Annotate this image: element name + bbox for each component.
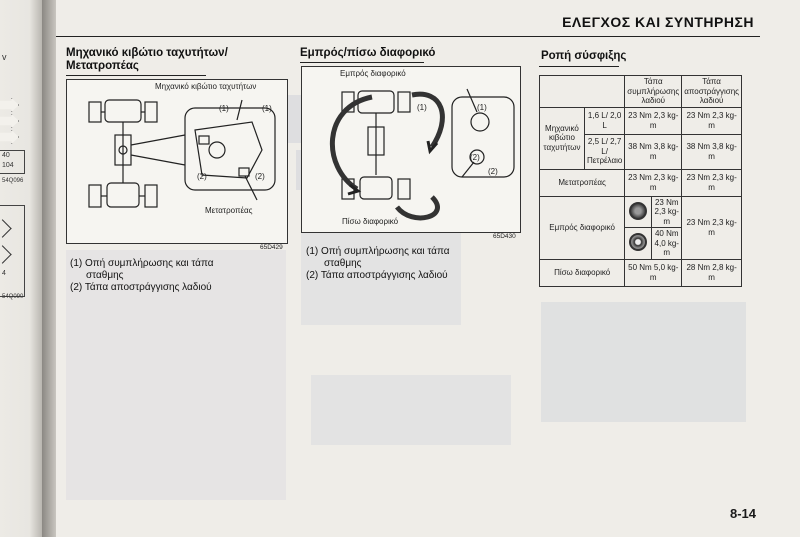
transmission-caption-1: (1) Οπή συμπλήρωσης και τάπα — [70, 258, 214, 269]
transmission-caption-1b: σταθμης — [86, 270, 124, 281]
differential-figure — [301, 66, 521, 233]
plug-icon-cell — [625, 228, 652, 260]
differential-figure-label-bottom: Πίσω διαφορικό — [342, 217, 399, 226]
table-header-drain: Τάπα αποστράγγισης λαδιού — [682, 76, 742, 108]
torque-title: Ροπή σύσφιξης — [541, 50, 627, 62]
bleed-through — [541, 302, 746, 422]
row-rear-label: Πίσω διαφορικό — [540, 259, 625, 286]
arrow-right-icon — [0, 130, 19, 144]
page-number: 8-14 — [729, 506, 756, 521]
row-rear-drain: 28 Nm 2,8 kg-m — [682, 259, 742, 286]
callout-2: (2) — [488, 167, 498, 176]
callout-1: (1) — [262, 104, 272, 113]
differential-title-rule — [300, 62, 424, 63]
left-page-value-bottom: 104 — [2, 162, 14, 169]
bleed-through — [311, 375, 511, 445]
callout-2: (2) — [197, 172, 207, 181]
book-gutter — [42, 0, 56, 537]
plug-icon-cell — [625, 196, 652, 228]
arrow-right-icon — [0, 114, 19, 128]
differential-figure-label-top: Εμπρός διαφορικό — [340, 69, 406, 78]
row-manual-label: Μηχανικό κιβώτιο ταχυτήτων — [540, 107, 585, 169]
bolt-plug-icon — [629, 202, 647, 220]
transmission-figure-label-top: Μηχανικό κιβώτιο ταχυτήτων — [155, 82, 257, 91]
differential-illustration — [302, 67, 520, 232]
differential-caption-1: (1) Οπή συμπλήρωσης και τάπα — [306, 246, 450, 257]
differential-title: Εμπρός/πίσω διαφορικό — [300, 47, 436, 59]
callout-1: (1) — [477, 103, 487, 112]
row-rear-filler: 50 Nm 5,0 kg-m — [625, 259, 682, 286]
arrow-right-icon — [0, 98, 19, 112]
row-front-filler-a: 23 Nm 2,3 kg-m — [652, 196, 682, 228]
table-row — [540, 169, 742, 196]
torque-table — [539, 75, 742, 287]
header-title: ΕΛΕΓΧΟΣ ΚΑΙ ΣΥΝΤΗΡΗΣΗ — [562, 14, 754, 30]
row-manual-sub2: 2,5 L/ 2,7 L/ Πετρέλαιο — [584, 134, 624, 169]
table-row — [540, 196, 742, 228]
transmission-figure — [66, 79, 288, 244]
left-page-letter: v — [2, 52, 7, 62]
header-rule — [56, 36, 760, 37]
differential-caption-1b: σταθμης — [324, 258, 362, 269]
left-page-small-num: 4 — [2, 270, 6, 277]
ring-plug-icon — [629, 233, 647, 251]
differential-figure-code: 65D430 — [493, 233, 516, 240]
table-row — [540, 76, 742, 108]
row-front-label: Εμπρός διαφορικό — [540, 196, 625, 259]
manual-page — [56, 0, 800, 537]
callout-1: (1) — [417, 103, 427, 112]
transmission-title-line1: Μηχανικό κιβώτιο ταχυτήτων/ — [66, 47, 228, 59]
row-converter-drain: 23 Nm 2,3 kg-m — [682, 169, 742, 196]
row-manual-sub2-filler: 38 Nm 3,8 kg-m — [625, 134, 682, 169]
left-page-strip — [0, 0, 42, 537]
row-manual-sub1: 1,6 L/ 2,0 L — [584, 107, 624, 134]
callout-2: (2) — [470, 153, 480, 162]
transmission-figure-label-bottom: Μετατροπέας — [205, 206, 253, 215]
table-header-empty — [540, 76, 625, 108]
left-page-code: 54Q090 — [2, 294, 24, 300]
row-front-drain: 23 Nm 2,3 kg-m — [682, 196, 742, 259]
transmission-title-rule — [66, 75, 206, 76]
row-converter-label: Μετατροπέας — [540, 169, 625, 196]
torque-title-rule — [539, 66, 619, 67]
drivetrain-illustration — [67, 80, 287, 243]
row-converter-filler: 23 Nm 2,3 kg-m — [625, 169, 682, 196]
callout-1: (1) — [219, 104, 229, 113]
differential-caption-2: (2) Τάπα αποστράγγισης λαδιού — [306, 270, 448, 281]
row-manual-sub1-drain: 23 Nm 2,3 kg-m — [682, 107, 742, 134]
transmission-caption-2: (2) Τάπα αποστράγγισης λαδιού — [70, 282, 212, 293]
transmission-figure-code: 65D429 — [260, 244, 283, 251]
transmission-title-line2: Μετατροπέας — [66, 60, 139, 72]
table-row — [540, 259, 742, 286]
callout-2: (2) — [255, 172, 265, 181]
row-front-filler-b: 40 Nm 4,0 kg-m — [652, 228, 682, 260]
row-manual-sub1-filler: 23 Nm 2,3 kg-m — [625, 107, 682, 134]
row-manual-sub2-drain: 38 Nm 3,8 kg-m — [682, 134, 742, 169]
table-row — [540, 107, 742, 134]
left-page-code: 54Q096 — [2, 178, 24, 184]
table-header-filler: Τάπα συμπλήρωσης λαδιού — [625, 76, 682, 108]
left-page-value-top: 40 — [2, 152, 10, 159]
